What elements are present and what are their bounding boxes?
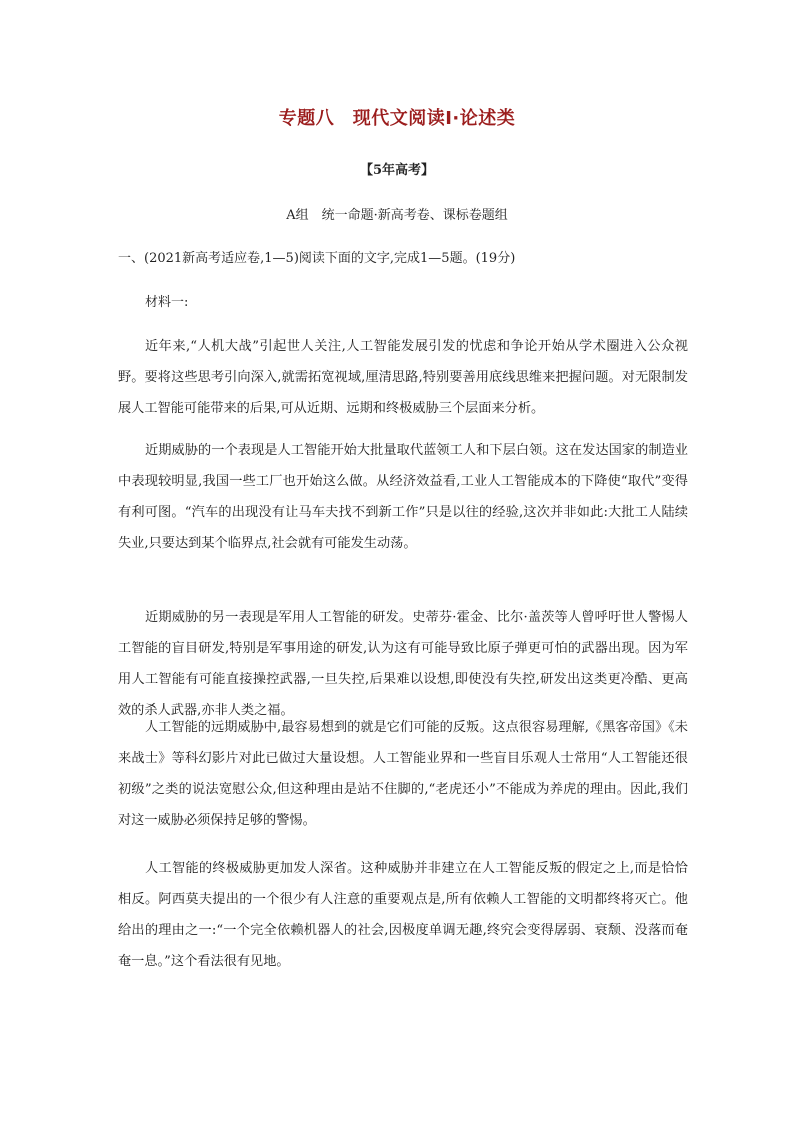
- paragraph-intro: 近年来,“人机大战”引起世人关注,人工智能发展引发的忧虑和争论开始从学术圈进入公众视野。要将这些思考引向深入,就需拓宽视域,厘清思路,特别要善用底线思维来把握问题。对无限制发展人工智能可能带来的后果,可从近期、远期和终极威胁三个层面来分析。: [118, 339, 688, 416]
- question-header: 一、(2021新高考适应卷,1—5)阅读下面的文字,完成1—5题。(19分): [118, 251, 516, 266]
- paragraph-near-term-jobs: 近期威胁的一个表现是人工智能开始大批量取代蓝领工人和下层白领。这在发达国家的制造业中表现较明显,我国一些工厂也开始这么做。从经济效益看,工业人工智能成本的下降使“取代”变得有利可图。“汽车的出现没有让马车夫找不到新工作”只是以往的经验,这次并非如此:大批工人陆续失业,只要达到某个临界点,社会就有可能发生动荡。: [118, 443, 688, 551]
- paragraph-ultimate: 人工智能的终极威胁更加发人深省。这种威胁并非建立在人工智能反叛的假定之上,而是恰恰相反。阿西莫夫提出的一个很少有人注意的重要观点是,所有依赖人工智能的文明都终将灭亡。他给出的理由之一:“一个完全依赖机器人的社会,因极度单调无趣,终究会变得孱弱、衰颓、没落而奄奄一息。”这个看法很有见地。: [118, 861, 688, 969]
- material-label: 材料一:: [145, 295, 189, 310]
- paragraph-long-term: 人工智能的远期威胁中,最容易想到的就是它们可能的反叛。这点很容易理解,《黑客帝国》《未来战士》等科幻影片对此已做过大量设想。人工智能业界和一些盲目乐观人士常用“人工智能还很初级”之类的说法宽慰公众,但这种理由是站不住脚的,“老虎还小”不能成为养虎的理由。因此,我们对这一威胁必须保持足够的警惕。: [118, 720, 688, 828]
- paragraph-near-term-military: 近期威胁的另一表现是军用人工智能的研发。史蒂芬·霍金、比尔·盖茨等人曾呼吁世人警惕人工智能的盲目研发,特别是军事用途的研发,认为这有可能导致比原子弹更可怕的武器出现。因为军用人工智能有可能直接操控武器,一旦失控,后果难以设想,即使没有失控,研发出这类更冷酷、更高效的杀人武器,亦非人类之福。: [118, 610, 688, 718]
- document-title: 专题八 现代文阅读Ⅰ·论述类: [278, 108, 516, 129]
- group-heading: A组 统一命题·新高考卷、课标卷题组: [286, 208, 508, 223]
- section-subtitle: 【5年高考】: [359, 163, 435, 178]
